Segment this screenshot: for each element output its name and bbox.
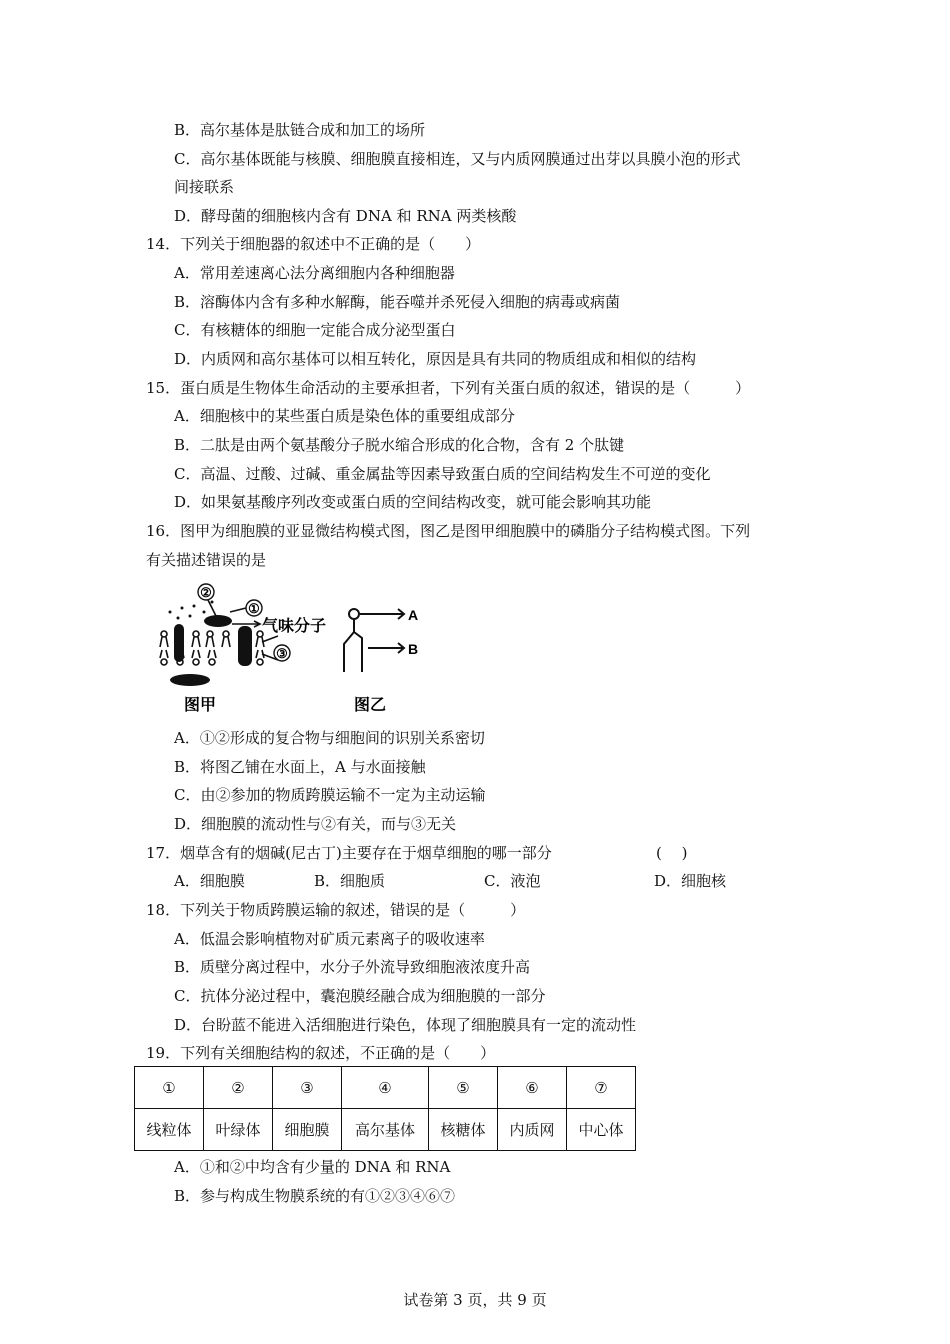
table-cell: 叶绿体 <box>204 1109 273 1151</box>
q17-option-a: A．细胞膜 <box>174 872 245 890</box>
q18-option-a: A．低温会影响植物对矿质元素离子的吸收速率 <box>174 930 485 948</box>
q19-option-b: B．参与构成生物膜系统的有①②③④⑥⑦ <box>174 1187 456 1205</box>
phospholipid-molecule <box>344 609 404 672</box>
q19-stem: 19．下列有关细胞结构的叙述，不正确的是（ ） <box>146 1044 496 1062</box>
organelle-table <box>134 1066 636 1151</box>
q17-option-b: B．细胞质 <box>314 872 386 890</box>
q15-option-a: A．细胞核中的某些蛋白质是染色体的重要组成部分 <box>174 407 515 425</box>
q16-option-b: B．将图乙铺在水面上，A 与水面接触 <box>174 758 426 776</box>
q13-option-b: B．高尔基体是肽链合成和加工的场所 <box>174 121 426 139</box>
figure-odor-label: 气味分子 <box>262 618 327 635</box>
q18-option-d: D．台盼蓝不能进入活细胞进行染色，体现了细胞膜具有一定的流动性 <box>174 1016 637 1034</box>
figure-label-b: B <box>408 641 419 657</box>
q14-stem: 14．下列关于细胞器的叙述中不正确的是（ ） <box>146 235 481 253</box>
q16-stem-line2: 有关描述错误的是 <box>146 551 267 569</box>
q17-option-d: D．细胞核 <box>654 872 727 890</box>
table-cell: ⑥ <box>498 1067 567 1109</box>
table-cell: ⑦ <box>567 1067 636 1109</box>
figure-label-a: A <box>408 607 419 623</box>
table-cell: ② <box>204 1067 273 1109</box>
q18-option-c: C．抗体分泌过程中，囊泡膜经融合成为细胞膜的一部分 <box>174 987 546 1005</box>
figure-mark-3: ③ <box>276 646 288 661</box>
table-cell: 线粒体 <box>135 1109 204 1151</box>
table-row-names <box>135 1109 636 1151</box>
q16-option-d: D．细胞膜的流动性与②有关，而与③无关 <box>174 815 457 833</box>
table-cell: ① <box>135 1067 204 1109</box>
figure-mark-1: ① <box>248 601 260 616</box>
q18-option-b: B．质壁分离过程中，水分子外流导致细胞液浓度升高 <box>174 958 531 976</box>
table-cell: 细胞膜 <box>273 1109 342 1151</box>
table-cell: ⑤ <box>429 1067 498 1109</box>
q14-option-d: D．内质网和高尔基体可以相互转化，原因是具有共同的物质组成和相似的结构 <box>174 350 697 368</box>
q15-option-b: B．二肽是由两个氨基酸分子脱水缩合形成的化合物，含有 2 个肽键 <box>174 436 625 454</box>
table-cell: 高尔基体 <box>342 1109 429 1151</box>
table-cell: 中心体 <box>567 1109 636 1151</box>
q17-option-c: C．液泡 <box>484 872 541 890</box>
figure-caption-yi: 图乙 <box>354 697 387 714</box>
page-footer: 试卷第 3 页，共 9 页 <box>403 1291 547 1309</box>
q13-option-d: D．酵母菌的细胞核内含有 DNA 和 RNA 两类核酸 <box>174 207 517 225</box>
q15-stem: 15．蛋白质是生物体生命活动的主要承担者，下列有关蛋白质的叙述，错误的是（ ） <box>146 379 751 397</box>
q15-option-c: C．高温、过酸、过碱、重金属盐等因素导致蛋白质的空间结构发生不可逆的变化 <box>174 465 711 483</box>
table-row-numbers <box>135 1067 636 1109</box>
figure-mark-2: ② <box>200 585 212 600</box>
membrane-proteins <box>170 615 252 686</box>
q17-stem: 17．烟草含有的烟碱(尼古丁)主要存在于烟草细胞的哪一部分 <box>146 844 552 862</box>
q14-option-c: C．有核糖体的细胞一定能合成分泌型蛋白 <box>174 321 456 339</box>
q17-options <box>174 871 794 891</box>
table-cell: ④ <box>342 1067 429 1109</box>
figure-caption-jia: 图甲 <box>184 697 217 714</box>
membrane-figure <box>150 580 420 724</box>
q13-option-c-line2: 间接联系 <box>174 178 235 196</box>
q15-option-d: D．如果氨基酸序列改变或蛋白质的空间结构改变，就可能会影响其功能 <box>174 493 652 511</box>
table-cell: 内质网 <box>498 1109 567 1151</box>
q14-option-b: B．溶酶体内含有多种水解酶，能吞噬并杀死侵入细胞的病毒或病菌 <box>174 293 621 311</box>
q19-option-a: A．①和②中均含有少量的 DNA 和 RNA <box>174 1158 451 1176</box>
q17-answer-paren: ( ) <box>656 844 688 862</box>
q14-option-a: A．常用差速离心法分离细胞内各种细胞器 <box>174 264 455 282</box>
q16-option-c: C．由②参加的物质跨膜运输不一定为主动运输 <box>174 786 486 804</box>
table-cell: 核糖体 <box>429 1109 498 1151</box>
q18-stem: 18．下列关于物质跨膜运输的叙述，错误的是（ ） <box>146 901 526 919</box>
q16-stem-line1: 16．图甲为细胞膜的亚显微结构模式图，图乙是图甲细胞膜中的磷脂分子结构模式图。下列 <box>146 522 751 540</box>
table-cell: ③ <box>273 1067 342 1109</box>
q16-option-a: A．①②形成的复合物与细胞间的识别关系密切 <box>174 729 485 747</box>
odor-dots <box>169 601 214 620</box>
q13-option-c-line1: C．高尔基体既能与核膜、细胞膜直接相连，又与内质网膜通过出芽以具膜小泡的形式 <box>174 150 741 168</box>
